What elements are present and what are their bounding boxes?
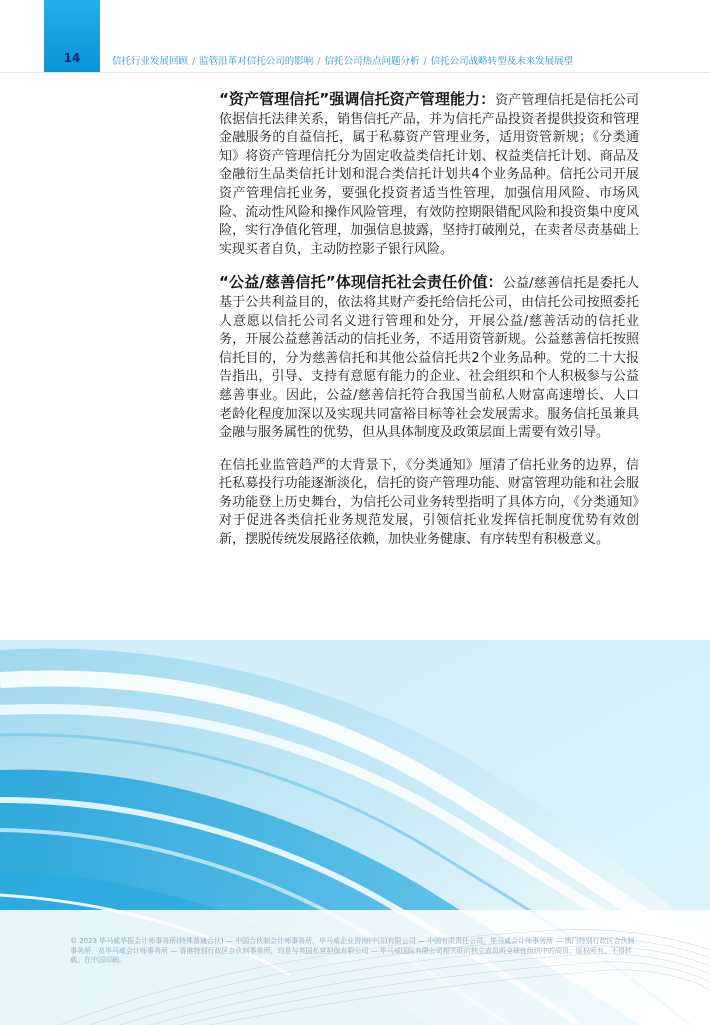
- breadcrumb-item[interactable]: 信托行业发展回顾: [112, 56, 189, 67]
- breadcrumb-separator: /: [317, 56, 321, 67]
- paragraph-lead: “资产管理信托”: [219, 90, 330, 108]
- breadcrumb-separator: /: [423, 56, 427, 67]
- paragraph-body: 公益/慈善信托是委托人基于公共利益目的，依法将其财产委托给信托公司，由信托公司按照委托人意愿以信托公司名义进行管理和处分，开展公益/慈善活动的信托业务，开展公益慈善活动的信托业务，不适用资管新规。公益慈善信托按照信托目的，分为慈善信托和其他公益信托共2个业务品种。党的二十大报告指出，引导、支持有意愿有能力的企业、社会组织和个人积极参与公益慈善事业。因此，公益/慈善信托符合我国当前私人财富高速增长、人口老龄化程度加深以及实现共同富裕目标等社会发展需求。服务信托虽兼具金融与服务属性的优势，但从具体制度及政策层面上需要有效引导。: [219, 276, 639, 441]
- paragraph-asset-management: [219, 90, 639, 259]
- paragraph-lead-subtitle: 强调信托资产管理能力：: [329, 90, 496, 108]
- main-content: [219, 90, 639, 564]
- page-number: 14: [63, 51, 81, 65]
- paragraph-lead: “公益/慈善信托”: [219, 273, 336, 292]
- breadcrumb-item[interactable]: 监管沿革对信托公司的影响: [199, 56, 314, 67]
- breadcrumb-item[interactable]: 信托公司热点问题分析: [324, 56, 420, 67]
- paragraph-body: 在信托业监管趋严的大背景下，《分类通知》厘清了信托业务的边界，信托私募投行功能逐渐淡化，信托的资产管理功能、财富管理功能和社会服务功能登上历史舞台，为信托公司业务转型指明了具体方向，《分类通知》对于促进各类信托业务规范发展，引领信托业发挥信托制度优势有效创新，摆脱传统发展路径依赖，加快业务健康、有序转型有积极意义。: [219, 457, 639, 548]
- footer-copyright: © 2023 毕马威华振会计师事务所(特殊普通合伙) — 中国合伙制会计师事务所，毕马威企业咨询(中国)有限公司 — 中国有限责任公司，毕马威会计师事务所 — 澳门特别行政区合伙制事务所，及毕马威会计师事务所 — 香港特别行政区合伙制事务所，均是与英国私营担保有限公司 — 毕马威国际有限公司相关联的独立成员所全球性组织中的成员。版权所有，不得转载。在中国印刷。: [70, 937, 635, 964]
- header-divider: [0, 72, 710, 73]
- decorative-wave-graphic: [0, 640, 710, 1025]
- breadcrumb-separator: /: [192, 56, 196, 67]
- breadcrumb-item[interactable]: 信托公司战略转型及未来发展展望: [430, 56, 574, 67]
- breadcrumb: [112, 53, 573, 69]
- paragraph-body: 资产管理信托是信托公司依据信托法律关系，销售信托产品，并为信托产品投资者提供投资和管理金融服务的自益信托，属于私募资产管理业务，适用资管新规；《分类通知》将资产管理信托分为固定收益类信托计划、权益类信托计划、商品及金融衍生品类信托计划和混合类信托计划共4个业务品种。信托公司开展资产管理信托业务，要强化投资者适当性管理，加强信用风险、市场风险、流动性风险和操作风险管理，有效防控期限错配风险和投资集中度风险，实行净值化管理，加强信息披露，坚持打破刚兑，在卖者尽责基础上实现买者自负，主动防控影子银行风险。: [219, 93, 639, 257]
- paragraph-conclusion: [219, 457, 639, 550]
- paragraph-charity-trust: [219, 273, 639, 442]
- paragraph-lead-subtitle: 体现信托社会责任价值：: [335, 273, 503, 292]
